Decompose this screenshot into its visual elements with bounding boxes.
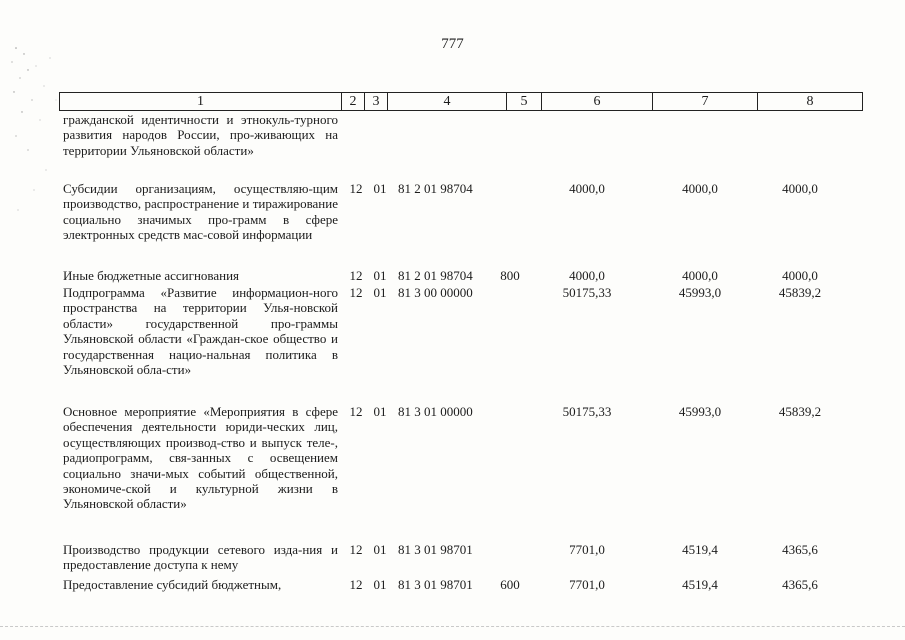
row-name: Субсидии организациям, осуществляю-щим производство, распространение и тиражирование социально значимых про-грамм в сфере электронных средств мас-совой информации [63,181,338,243]
row-amount-col7: 4000,0 [682,268,718,283]
row-name: Иные бюджетные ассигнования [63,268,240,283]
row-amount-col8: 4000,0 [782,181,818,196]
row-expense-type: 600 [500,577,520,592]
header-col-2: 2 [342,93,365,111]
row-amount-col7: 45993,0 [678,285,722,300]
row-name: Подпрограмма «Развитие информацион-ного пространства на территории Улья-новской области» государственной про-граммы Ульяновской области «Граждан-ское общество и государственная нацио-нальная политика в Ульяновской обла-сти» [63,285,338,378]
header-col-6: 6 [542,93,653,111]
row-target-code: 81 3 01 00000 [398,404,473,419]
row-amount-col6: 50175,33 [562,285,612,300]
row-subsection: 01 [373,404,387,419]
row-name: гражданской идентичности и этнокуль-турного развития народов России, про-живающих на территории Ульяновской области» [63,112,338,158]
row-section: 12 [349,404,363,419]
header-col-4: 4 [388,93,507,111]
row-amount-col8: 4365,6 [782,577,818,592]
table-header [59,92,863,111]
row-amount-col6: 50175,33 [562,404,612,419]
row-amount-col8: 45839,2 [778,404,822,419]
row-name: Основное мероприятие «Мероприятия в сфере обеспечения деятельности юриди-ческих лиц, осуществляющих производ-ство и выпуск теле-, радиопрограмм, свя-занных с освещением социально значи-мых событий общественной, экономиче-ской и культурной жизни в Ульяновской области» [63,404,338,512]
header-col-5: 5 [507,93,542,111]
row-amount-col6: 4000,0 [569,181,605,196]
header-col-1: 1 [60,93,342,111]
row-amount-col6: 7701,0 [569,577,605,592]
row-section: 12 [349,577,363,592]
row-amount-col7: 4519,4 [682,577,718,592]
row-subsection: 01 [373,285,387,300]
header-col-8: 8 [758,93,863,111]
row-amount-col7: 4000,0 [682,181,718,196]
row-section: 12 [349,542,363,557]
row-subsection: 01 [373,268,387,283]
row-amount-col6: 7701,0 [569,542,605,557]
row-section: 12 [349,285,363,300]
scan-noise [6,40,66,240]
row-amount-col8: 4000,0 [782,268,818,283]
header-col-7: 7 [653,93,758,111]
row-amount-col7: 4519,4 [682,542,718,557]
row-target-code: 81 3 00 00000 [398,285,473,300]
row-amount-col7: 45993,0 [678,404,722,419]
row-target-code: 81 3 01 98701 [398,542,473,557]
row-amount-col6: 4000,0 [569,268,605,283]
row-name: Производство продукции сетевого изда-ния и предоставление доступа к нему [63,542,338,573]
row-amount-col8: 45839,2 [778,285,822,300]
row-section: 12 [349,268,363,283]
row-section: 12 [349,181,363,196]
row-name: Предоставление субсидий бюджетным, [63,577,282,592]
scan-edge-line [0,626,905,628]
header-col-3: 3 [365,93,388,111]
row-subsection: 01 [373,181,387,196]
row-target-code: 81 2 01 98704 [398,268,473,283]
row-subsection: 01 [373,542,387,557]
row-target-code: 81 3 01 98701 [398,577,473,592]
row-target-code: 81 2 01 98704 [398,181,473,196]
row-amount-col8: 4365,6 [782,542,818,557]
page-number: 777 [441,36,464,52]
row-subsection: 01 [373,577,387,592]
row-expense-type: 800 [500,268,520,283]
